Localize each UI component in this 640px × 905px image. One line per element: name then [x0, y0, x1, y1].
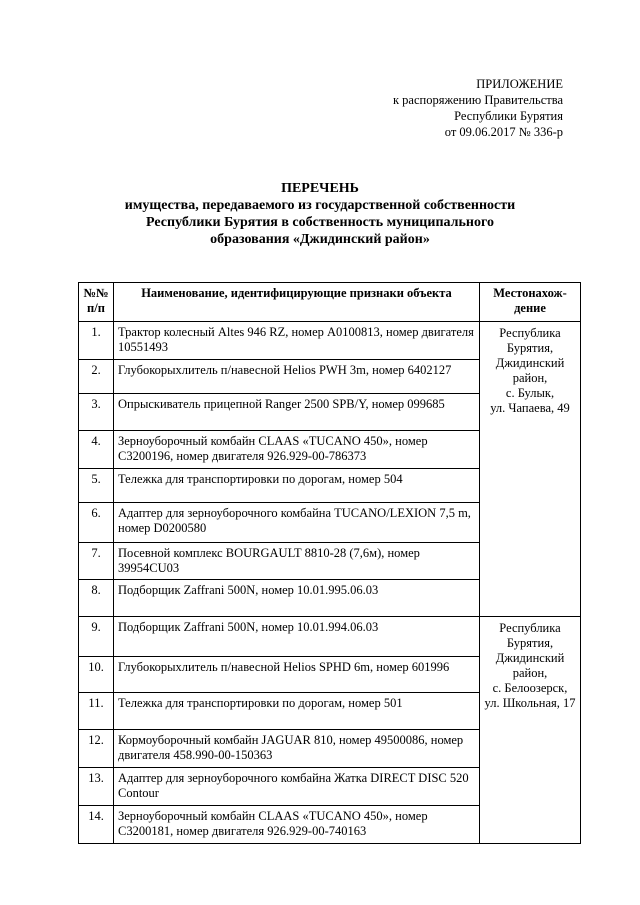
- row-number: 4.: [79, 431, 114, 469]
- location-line: ул. Школьная, 17: [484, 696, 576, 710]
- row-name: Глубокорыхлитель п/навесной Helios PWH 3m, номер 6402127: [114, 360, 480, 394]
- appendix-header: [393, 76, 563, 140]
- row-number: 1.: [79, 322, 114, 360]
- row-name: Зерноуборочный комбайн CLAAS «TUCANO 450», номер С3200196, номер двигателя 926.929-00-786373: [114, 431, 480, 469]
- location-line: Джидинский: [495, 356, 565, 370]
- title-line-3: Республики Бурятия в собственность муниципального: [146, 215, 494, 230]
- row-number: 11.: [79, 693, 114, 730]
- location-line: ул. Чапаева, 49: [490, 401, 570, 415]
- row-number: 2.: [79, 360, 114, 394]
- header-name: Наименование, идентифицирующие признаки объекта: [114, 283, 480, 322]
- header-number: [79, 283, 114, 322]
- row-name: Кормоуборочный комбайн JAGUAR 810, номер 49500086, номер двигателя 458.990-00-150363: [114, 730, 480, 768]
- row-name: Подборщик Zaffrani 500N, номер 10.01.994.06.03: [114, 617, 480, 657]
- property-table: [78, 282, 581, 844]
- row-number: 14.: [79, 806, 114, 844]
- row-number: 9.: [79, 617, 114, 657]
- row-name: Тележка для транспортировки по дорогам, номер 501: [114, 693, 480, 730]
- row-number: 5.: [79, 469, 114, 503]
- row-name: Адаптер для зерноуборочного комбайна TUCANO/LEXION 7,5 m, номер D0200580: [114, 503, 480, 543]
- row-name: Опрыскиватель прицепной Ranger 2500 SPB/Y, номер 099685: [114, 394, 480, 431]
- appendix-order-ref: к распоряжению Правительства: [392, 93, 563, 107]
- row-number: 8.: [79, 580, 114, 617]
- table-header-row: [79, 283, 581, 322]
- table-row: [79, 322, 581, 360]
- location-line: Бурятия,: [506, 341, 554, 355]
- title-line-2: имущества, передаваемого из государственной собственности: [124, 198, 516, 213]
- row-name: Посевной комплекс BOURGAULT 8810-28 (7,6м), номер 39954CU03: [114, 543, 480, 580]
- appendix-date-number: от 09.06.2017 № 336-р: [444, 125, 563, 139]
- location-line: Джидинский: [495, 651, 565, 665]
- header-number-line-1: №№: [83, 286, 109, 300]
- location-line: с. Булык,: [505, 386, 555, 400]
- location-line: район,: [512, 666, 548, 680]
- title-line-4: образования «Джидинский район»: [210, 232, 430, 247]
- header-location: [480, 283, 581, 322]
- location-cell: [480, 322, 581, 617]
- location-line: Республика: [499, 326, 561, 340]
- row-number: 13.: [79, 768, 114, 806]
- row-name: Трактор колесный Altes 946 RZ, номер A0100813, номер двигателя 10551493: [114, 322, 480, 360]
- row-number: 6.: [79, 503, 114, 543]
- row-number: 12.: [79, 730, 114, 768]
- appendix-label: ПРИЛОЖЕНИЕ: [476, 77, 563, 91]
- row-name: Подборщик Zaffrani 500N, номер 10.01.995.06.03: [114, 580, 480, 617]
- title-line-1: ПЕРЕЧЕНЬ: [281, 181, 359, 196]
- row-name: Зерноуборочный комбайн CLAAS «TUCANO 450», номер С3200181, номер двигателя 926.929-00-740163: [114, 806, 480, 844]
- header-location-line-2: дение: [514, 301, 546, 315]
- row-name: Адаптер для зерноуборочного комбайна Жатка DIRECT DISC 520 Contour: [114, 768, 480, 806]
- document-title: [0, 180, 640, 248]
- location-cell: [480, 617, 581, 844]
- location-line: Республика: [499, 621, 561, 635]
- header-location-line-1: Местонахож-: [493, 286, 567, 300]
- appendix-republic: Республики Бурятия: [454, 109, 563, 123]
- location-line: Бурятия,: [506, 636, 554, 650]
- header-number-line-2: п/п: [87, 301, 105, 315]
- row-number: 3.: [79, 394, 114, 431]
- row-number: 10.: [79, 657, 114, 693]
- row-number: 7.: [79, 543, 114, 580]
- location-line: район,: [512, 371, 548, 385]
- location-line: с. Белоозерск,: [492, 681, 568, 695]
- table-row: [79, 617, 581, 657]
- row-name: Тележка для транспортировки по дорогам, номер 504: [114, 469, 480, 503]
- row-name: Глубокорыхлитель п/навесной Helios SPHD 6m, номер 601996: [114, 657, 480, 693]
